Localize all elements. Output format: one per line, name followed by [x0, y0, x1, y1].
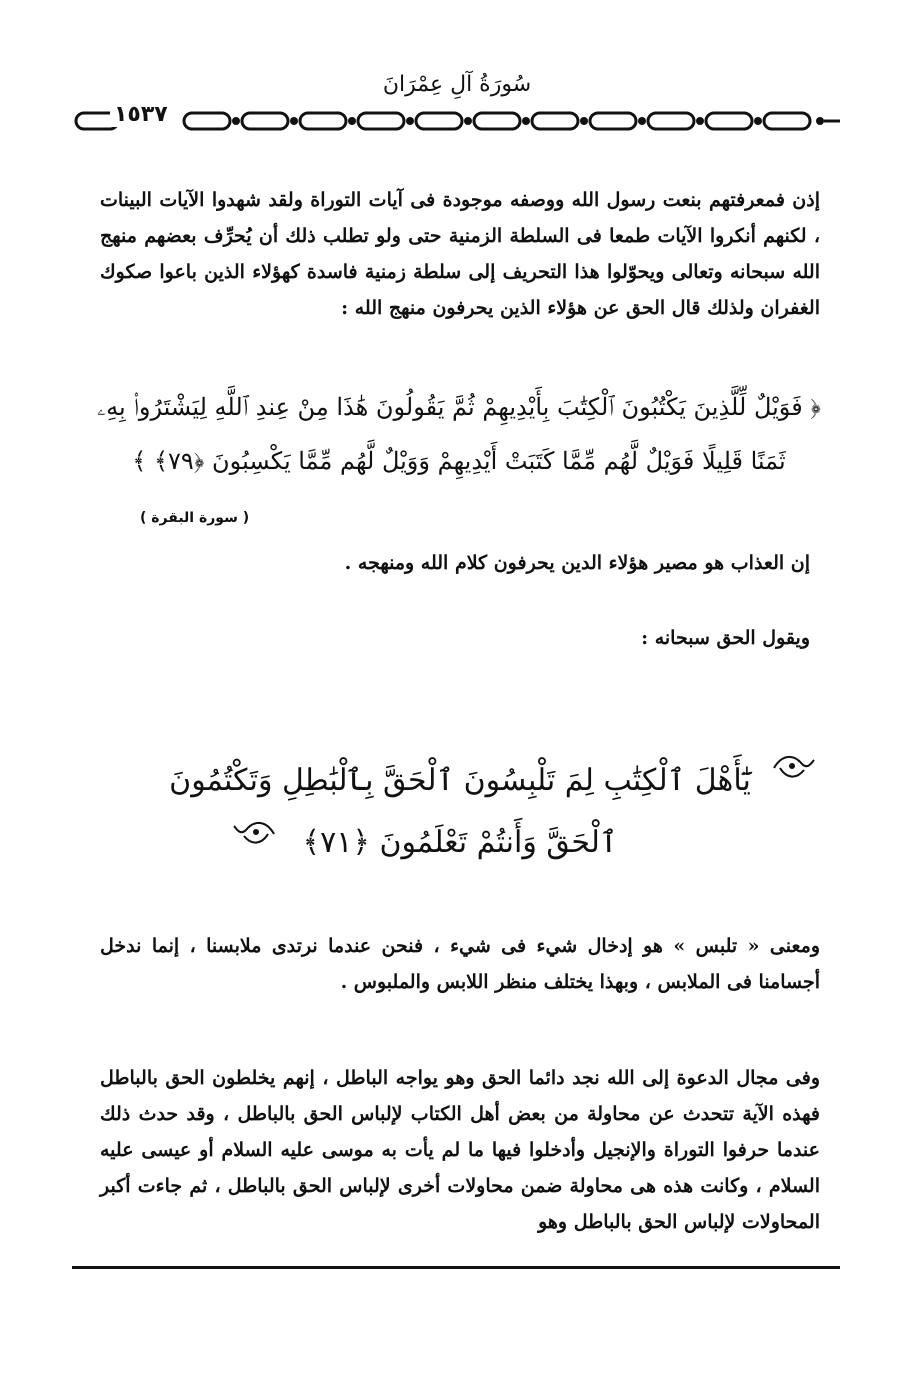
- quran-verse-baqarah-79: ﴿ فَوَيْلٌ لِّلَّذِينَ يَكْتُبُونَ ٱلْكِتَٰبَ بِأَيْدِيهِمْ ثُمَّ يَقُولُونَ هَٰذَا مِنْ عِندِ ٱللَّهِ لِيَشْتَرُوا۟ بِهِۦ ثَمَنًا قَلِيلًا فَوَيْلٌ لَّهُم مِّمَّا كَتَبَتْ أَيْدِيهِمْ وَوَيْلٌ لَّهُم مِّمَّا يَكْسِبُونَ ﴿٧٩﴾ ﴾: [97, 393, 821, 475]
- bottom-rule: [72, 1266, 840, 1269]
- verse-ornament-left-icon: [232, 818, 276, 850]
- page-number: ١٥٣٧: [110, 102, 172, 127]
- paragraph-punishment: إن العذاب هو مصير هؤلاء الدين يحرفون كلام الله ومنهجه .: [344, 552, 810, 574]
- decorative-border: [72, 106, 844, 136]
- quran-verse-al-imran-71: يَٰٓأَهْلَ ٱلْكِتَٰبِ لِمَ تَلْبِسُونَ ٱلْحَقَّ بِٱلْبَٰطِلِ وَتَكْتُمُونَ ٱلْحَقَّ وَأَنتُمْ تَعْلَمُونَ ﴿٧١﴾: [169, 763, 751, 860]
- paragraph-meaning-talbis: ومعنى « تلبس » هو إدخال شيء فى شيء ، فنحن عندما نرتدى ملابسنا ، إنما ندخل أجسامنا فى الملابس ، وبهذا يختلف منظر اللابس والملبوس .: [100, 935, 820, 993]
- verse-reference: ( سورة البقرة ): [140, 510, 250, 526]
- surah-title: سُورَةُ آلِ عِمْرَانَ: [382, 72, 532, 97]
- paragraph-lead-in: ويقول الحق سبحانه :: [641, 627, 810, 649]
- paragraph-dawah: وفى مجال الدعوة إلى الله نجد دائما الحق وهو يواجه الباطل ، إنهم يخلطون الحق بالباطل فهذه الآية تتحدث عن محاولة من بعض أهل الكتاب لإلباس الحق بالباطل ، وقد حدث ذلك عندما حرفوا التوراة والإنجيل وأدخلوا فيها ما لم يأت به موسى عليه السلام أو عيسى عليه السلام ، وكانت هذه هى محاولة ضمن محاولات أخرى لإلباس الحق بالباطل ، ثم جاءت أكبر المحاولات لإلباس الحق بالباطل وهو: [100, 1067, 820, 1233]
- paragraph-intro: إذن فمعرفتهم بنعت رسول الله ووصفه موجودة فى آيات التوراة ولقد شهدوا الآيات البينات ، لكنهم أنكروا الآيات طمعا فى السلطة الزمنية حتى ولو تطلب ذلك أن يُحرِّف بعضهم منهج الله سبحانه وتعالى ويحوّلوا هذا التحريف إلى سلطة زمنية فاسدة كهؤلاء الذين باعوا صكوك الغفران ولذلك قال الحق عن هؤلاء الذين يحرفون منهج الله :: [100, 189, 820, 319]
- verse-ornament-right-icon: [772, 752, 816, 784]
